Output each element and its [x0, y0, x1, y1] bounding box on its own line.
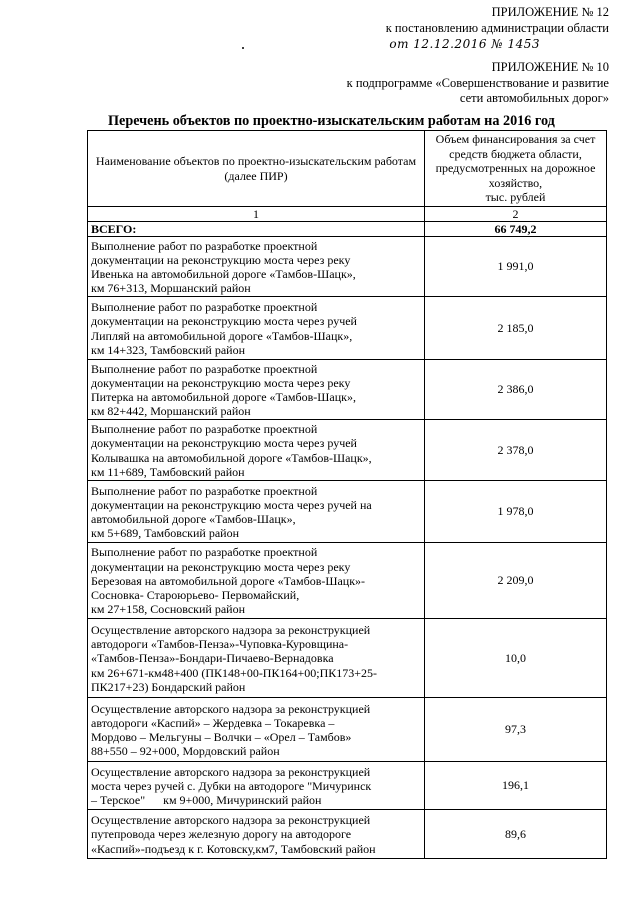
object-name-line: км 82+442, Моршанский район [91, 404, 251, 419]
object-name-line: автодороги «Каспий» – Жердевка – Токаревка – [91, 715, 335, 730]
table-header-row [88, 131, 607, 207]
table-row [88, 481, 607, 543]
object-name-line: км 5+689, Тамбовский район [91, 526, 240, 541]
handwritten-date-number: от 12.12.2016 № 1453 [389, 37, 540, 51]
object-name-line: Питерка на автомобильной дороге «Тамбов-Шацк», [91, 390, 356, 404]
object-name-cell [88, 698, 425, 762]
funding-value-cell: 2 386,0 [425, 360, 607, 420]
object-name-line: Березовая на автомобильной дороге «Тамбов-Шацк»- [91, 573, 366, 588]
object-name-cell [88, 543, 425, 619]
object-name-line: Выполнение работ по разработке проектной [91, 545, 318, 560]
object-name-cell [88, 762, 425, 810]
page-title: Перечень объектов по проектно-изыскательским работам на 2016 год [108, 113, 555, 129]
object-name-line: км 11+689, Тамбовский район [91, 464, 245, 479]
funding-value-cell: 1 991,0 [425, 237, 607, 297]
object-name-line: Мордово – Мельгуны – Волчки – «Орел – Тамбов» [91, 730, 352, 744]
funding-header-line: Объем финансирования за счет [435, 132, 596, 147]
subprogram-line-2: сети автомобильных дорог» [459, 91, 609, 105]
funding-value-cell: 2 378,0 [425, 420, 607, 481]
object-name-line: документации на реконструкцию моста через реку [91, 252, 351, 267]
object-name-line: Осуществление авторского надзора за реконструкцией [91, 764, 371, 779]
object-name-line: документации на реконструкцию моста через реку [91, 375, 351, 390]
appendix-10-label: ПРИЛОЖЕНИЕ № 10 [491, 60, 609, 74]
column-number-row [88, 207, 607, 222]
funding-value-cell: 1 978,0 [425, 481, 607, 543]
object-name-line: документации на реконструкцию моста через ручей на [91, 497, 372, 512]
funding-header-line: предусмотренных на дорожное [435, 161, 596, 176]
object-name-line: «Каспий»-подъезд к г. Котовску,км7, Тамбовский район [91, 841, 376, 856]
table-row [88, 762, 607, 810]
object-name-line: Осуществление авторского надзора за реконструкцией [91, 622, 371, 637]
object-name-line: Липляй на автомобильной дороге «Тамбов-Шацк», [91, 328, 353, 343]
object-name-line: км 76+313, Моршанский район [91, 281, 251, 296]
object-name-line: Колывашка на автомобильной дороге «Тамбов-Шацк», [91, 450, 372, 465]
table-row [88, 810, 607, 859]
object-name-line: ПК217+23) Бондарский район [91, 679, 246, 694]
table-row [88, 420, 607, 481]
object-name-cell [88, 297, 425, 360]
object-name-line: Осуществление авторского надзора за реконструкцией [91, 813, 371, 828]
object-name-line: Сосновка- Староюрьево- Первомайский, [91, 588, 300, 603]
funding-header-line: средств бюджета области, [449, 146, 582, 161]
object-name-cell [88, 810, 425, 859]
total-value: 66 749,2 [425, 222, 607, 237]
object-name-line: Ивенька на автомобильной дороге «Тамбов-Шацк», [91, 267, 356, 281]
object-name-line: моста через ручей с. Дубки на автодороге "Мичуринск [91, 778, 372, 793]
table-row [88, 237, 607, 297]
stray-dot [242, 47, 244, 49]
funding-value-cell: 89,6 [425, 810, 607, 859]
table-row [88, 297, 607, 360]
object-name-cell [88, 360, 425, 420]
object-name-line: автодороги «Тамбов-Пенза»-Чуповка-Куровщина- [91, 637, 349, 652]
column-header-name: Наименование объектов по проектно-изыскательским работам (далее ПИР) [88, 131, 425, 207]
object-name-line: документации на реконструкцию моста через ручей [91, 314, 357, 329]
funding-value-cell: 10,0 [425, 619, 607, 698]
object-name-line: Выполнение работ по разработке проектной [91, 361, 318, 376]
object-name-cell [88, 237, 425, 297]
funding-value-cell: 2 209,0 [425, 543, 607, 619]
table-row [88, 360, 607, 420]
object-name-line: документации на реконструкцию моста через ручей [91, 436, 357, 451]
object-name-line: Выполнение работ по разработке проектной [91, 238, 318, 253]
column-header-funding [425, 131, 607, 207]
object-name-line: Выполнение работ по разработке проектной [91, 422, 318, 437]
funding-value-cell: 196,1 [425, 762, 607, 810]
funding-header-line: тыс. рублей [485, 190, 546, 205]
object-name-line: Выполнение работ по разработке проектной [91, 300, 318, 315]
column-number-2: 2 [425, 207, 607, 222]
funding-header-line: хозяйство, [488, 175, 543, 190]
appendix-12-label: ПРИЛОЖЕНИЕ № 12 [491, 5, 609, 19]
object-name-cell [88, 420, 425, 481]
object-name-line: Осуществление авторского надзора за реконструкцией [91, 701, 371, 716]
subprogram-line-1: к подпрограмме «Совершенствование и развитие [346, 76, 609, 90]
object-name-cell [88, 481, 425, 543]
object-name-line: – Терское" км 9+000, Мичуринский район [91, 793, 322, 808]
funding-value-cell: 2 185,0 [425, 297, 607, 360]
object-name-line: Выполнение работ по разработке проектной [91, 483, 318, 498]
objects-table [87, 130, 607, 859]
table-row [88, 543, 607, 619]
object-name-line: «Тамбов-Пенза»-Бондари-Пичаево-Вернадовка [91, 651, 334, 666]
object-name-line: путепровода через железную дорогу на автодороге [91, 827, 352, 842]
decree-reference: к постановлению администрации области [385, 21, 609, 35]
total-row [88, 222, 607, 237]
total-label: ВСЕГО: [88, 222, 425, 237]
table-row [88, 698, 607, 762]
object-name-cell [88, 619, 425, 698]
object-name-line: 88+550 – 92+000, Мордовский район [91, 744, 280, 759]
object-name-line: км 27+158, Сосновский район [91, 602, 246, 617]
object-name-line: км 26+671-км48+400 (ПК148+00-ПК164+00;ПК173+25- [91, 665, 378, 680]
object-name-line: км 14+323, Тамбовский район [91, 342, 246, 357]
table-row [88, 619, 607, 698]
object-name-line: документации на реконструкцию моста через реку [91, 559, 351, 574]
column-number-1: 1 [88, 207, 425, 222]
funding-value-cell: 97,3 [425, 698, 607, 762]
object-name-line: автомобильной дороге «Тамбов-Шацк», [91, 512, 296, 526]
